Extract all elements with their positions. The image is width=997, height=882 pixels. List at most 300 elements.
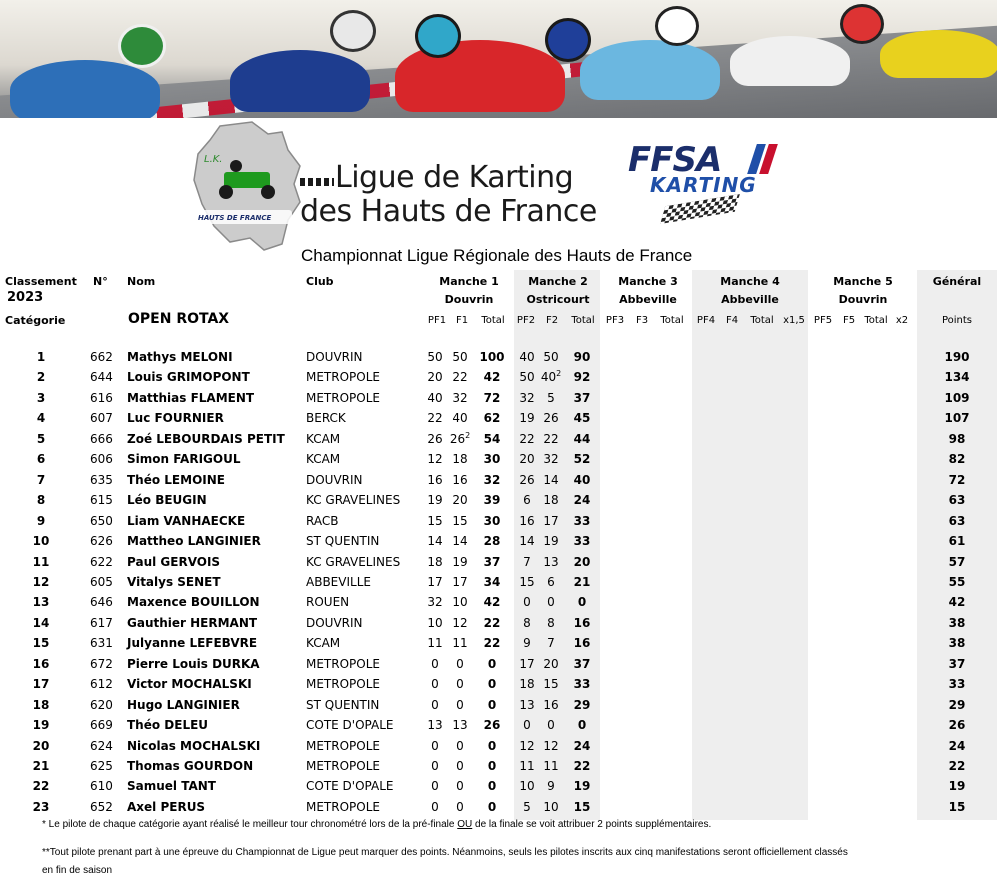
row-pf2 [523,635,531,651]
row-pf1-value: 0 [431,697,439,712]
col-total4: Total [750,315,774,326]
row-pf1 [427,492,442,508]
row-total2 [574,799,591,815]
row-driver-name [127,410,224,426]
karting-logo-text: KARTING [650,173,757,197]
banner-kart [10,60,160,118]
logo-dash-lines [300,178,334,186]
table-row [0,492,997,512]
row-pf1-value: 0 [431,677,439,692]
row-general-points [949,615,966,631]
row-f1-value: 50 [452,350,468,364]
row-f2-value: 17 [543,513,559,528]
row-pf2 [519,472,534,488]
row-kart-number-value: 610 [90,779,113,794]
row-general-points [949,717,966,733]
row-rank-value: 12 [32,574,50,589]
row-kart-number-value: 617 [90,615,113,630]
row-club-value: METROPOLE [306,390,380,405]
row-total1-value: 37 [483,554,501,569]
row-f2-value: 11 [543,759,559,773]
row-club-value: METROPOLE [306,656,380,671]
row-total2-value: 29 [573,697,591,712]
row-total2 [574,758,591,774]
footnote-eligibility-line2: en fin de saison [42,865,113,876]
row-f2 [543,554,558,570]
row-f2-value: 14 [543,472,559,487]
row-total1-value: 42 [483,595,501,610]
row-kart-number-value: 620 [90,697,113,712]
row-total2-value: 90 [573,350,591,364]
row-driver-name [127,533,261,549]
row-rank-value: 5 [36,431,46,446]
row-club-value: KCAM [306,452,341,467]
row-f1-value: 20 [452,493,468,508]
row-driver-name-value: Paul GERVOIS [127,554,221,569]
row-club [306,410,346,426]
row-pf2 [523,594,531,610]
row-pf2 [519,369,534,385]
row-pf2 [523,717,531,733]
row-total1-value: 72 [483,390,501,405]
row-kart-number-value: 650 [90,513,113,528]
row-club-value: RACB [306,513,339,528]
manche4-venue: Abbeville [721,293,779,306]
row-kart-number [90,758,113,774]
row-rank-value: 7 [36,472,46,487]
row-general-points-value: 29 [948,697,966,712]
row-total2-value: 92 [573,370,591,385]
row-general-points [949,554,966,570]
row-total1 [488,738,496,754]
row-total2-value: 22 [573,759,591,773]
row-kart-number-value: 631 [90,636,113,651]
row-f2 [547,574,555,590]
row-general-points [949,492,966,508]
row-rank-value: 1 [36,350,46,364]
row-driver-name [127,615,257,631]
row-rank-value: 2 [36,370,46,385]
row-kart-number [90,451,113,467]
row-pf1-value: 0 [431,656,439,671]
row-pf1 [427,390,442,406]
row-f1 [456,778,464,794]
row-pf2 [523,615,531,631]
row-driver-name-value: Louis GRIMOPONT [127,370,250,385]
row-driver-name-value: Thomas GOURDON [127,759,254,773]
col-pf2: PF2 [516,315,536,326]
table-row [0,533,997,553]
row-pf2-value: 20 [519,452,535,467]
row-pf1 [431,799,439,815]
row-total2-value: 0 [577,595,587,610]
manche4-title: Manche 4 [720,275,780,288]
manche3-title: Manche 3 [618,275,678,288]
row-f1-value: 18 [452,452,468,467]
row-f2-value: 18 [543,493,559,508]
row-f1-value: 15 [452,513,468,528]
row-total2-value: 20 [573,554,591,569]
row-f2-value: 15 [543,677,559,692]
row-rank-value: 15 [32,636,50,651]
row-f2-value: 32 [543,452,559,467]
row-driver-name-value: Matthias FLAMENT [127,390,255,405]
col-pf4: PF4 [696,315,716,326]
row-pf2-value: 6 [523,493,531,508]
row-pf1-value: 0 [431,738,439,753]
row-club [306,656,380,672]
manche3-venue: Abbeville [619,293,677,306]
row-rank-value: 3 [36,390,46,405]
row-general-points-value: 42 [948,595,966,610]
row-f1-value: 26 [449,431,466,446]
row-rank [33,717,50,733]
footnote-best-lap-part2: de la finale se voit attribuer 2 points supplémentaires. [472,819,712,830]
banner-helmet [840,4,884,44]
row-kart-number [90,635,113,651]
row-rank-value: 21 [32,759,50,773]
row-kart-number-value: 605 [90,574,113,589]
row-f1 [456,697,464,713]
row-kart-number [90,472,113,488]
row-club [306,758,380,774]
row-pf2-value: 26 [519,472,535,487]
row-f2 [547,594,555,610]
row-total1-value: 22 [483,615,501,630]
table-row [0,451,997,471]
row-pf1-value: 50 [427,350,443,364]
row-pf1 [431,676,439,692]
row-pf1-value: 14 [427,534,443,549]
ffsa-logo-text: FFSA [628,140,722,180]
row-pf2-value: 18 [519,677,535,692]
row-f1-value: 0 [456,799,464,814]
row-club [306,799,380,815]
row-general-points [949,758,966,774]
row-pf1-value: 40 [427,390,443,405]
row-f2 [543,533,558,549]
championship-subtitle: Championnat Ligue Régionale des Hauts de France [301,246,693,265]
row-club [306,492,400,508]
row-pf1 [431,758,439,774]
table-row [0,349,997,369]
row-general-points-value: 134 [944,370,970,385]
banner-helmet [415,14,461,58]
row-pf2-value: 22 [519,431,535,446]
row-club-value: BERCK [306,411,346,426]
row-kart-number-value: 666 [90,431,113,446]
row-pf2 [519,533,534,549]
row-general-points-value: 22 [948,759,966,773]
row-rank-value: 10 [32,534,50,549]
row-f1 [452,451,467,467]
row-club-value: DOUVRIN [306,615,363,630]
row-f2-value: 7 [547,636,555,651]
row-club [306,635,340,651]
row-total1-value: 0 [487,677,497,692]
row-club [306,431,340,447]
row-general-points [949,513,966,529]
row-total1 [484,574,501,590]
row-rank-value: 9 [36,513,46,528]
row-rank [33,778,50,794]
row-total1 [484,451,501,467]
row-f2 [543,676,558,692]
table-row [0,513,997,533]
row-total1-value: 30 [483,452,501,467]
row-f2-value: 20 [543,656,559,671]
row-driver-name [127,472,225,488]
row-general-points-value: 38 [948,636,966,651]
table-row [0,676,997,696]
row-general-points-value: 82 [948,452,966,467]
row-f1 [456,799,464,815]
row-driver-name-value: Axel PERUS [127,799,206,814]
row-pf1 [427,410,442,426]
row-total1 [488,656,496,672]
col-f5: F5 [842,315,856,326]
row-driver-name-value: Théo DELEU [127,718,209,733]
row-pf1-value: 13 [427,718,443,733]
banner-helmet [545,18,591,62]
row-general-points-value: 57 [948,554,966,569]
row-pf1-value: 18 [427,554,443,569]
row-club [306,390,380,406]
row-total2 [574,369,591,385]
row-general-points [949,472,966,488]
row-pf2 [519,431,534,447]
row-total2-value: 33 [573,513,591,528]
header-banner-photo [0,0,997,118]
row-pf2 [519,656,534,672]
row-pf1 [427,533,442,549]
row-total2-value: 16 [573,615,591,630]
row-pf2 [519,513,534,529]
header-year: 2023 [7,290,44,305]
row-general-points-value: 15 [948,799,966,814]
row-total1-value: 0 [487,656,497,671]
row-driver-name-value: Mathys MELONI [127,350,233,364]
row-pf2-value: 7 [523,554,531,569]
row-rank-value: 18 [32,697,50,712]
row-kart-number-value: 622 [90,554,113,569]
row-club [306,594,349,610]
row-f2-value: 0 [547,595,555,610]
row-driver-name-value: Zoé LEBOURDAIS PETIT [127,431,285,446]
row-driver-name [127,554,220,570]
row-kart-number-value: 615 [90,493,113,508]
row-club [306,676,380,692]
row-driver-name-value: Julyanne LEFEBVRE [127,636,258,651]
table-row [0,758,997,778]
banner-kart [230,50,370,112]
row-f2-value: 50 [543,350,559,364]
row-rank [33,533,50,549]
row-driver-name [127,676,252,692]
row-driver-name-value: Hugo LANGINIER [127,697,240,712]
row-kart-number [90,799,113,815]
row-total1 [484,472,501,488]
row-total1 [484,431,501,447]
row-total1 [484,390,501,406]
row-f2-value: 10 [543,799,559,814]
row-f2 [547,635,555,651]
row-pf1 [431,778,439,794]
row-kart-number-value: 652 [90,799,113,814]
row-f1-value: 0 [456,759,464,773]
row-pf1-value: 10 [427,615,443,630]
row-kart-number-value: 626 [90,534,113,549]
row-club-value: METROPOLE [306,677,380,692]
row-rank [33,635,50,651]
row-driver-name-value: Luc FOURNIER [127,411,224,426]
row-club-value: ST QUENTIN [306,534,380,549]
row-kart-number [90,390,113,406]
manche2-venue: Ostricourt [526,293,590,306]
row-driver-name-value: Vitalys SENET [127,574,221,589]
table-row [0,390,997,410]
row-total2 [578,594,586,610]
row-kart-number [90,533,113,549]
row-general-points-value: 72 [948,472,966,487]
row-pf2-value: 11 [519,759,535,773]
row-total1-value: 0 [487,779,497,794]
row-total1-value: 42 [483,370,501,385]
manche5-title: Manche 5 [833,275,893,288]
row-pf2 [523,492,531,508]
row-f1 [452,472,467,488]
row-general-points [949,431,966,447]
row-f1-value: 0 [456,677,464,692]
row-f2 [541,369,561,385]
col-pf5: PF5 [813,315,833,326]
row-driver-name [127,451,240,467]
row-pf2 [519,410,534,426]
row-general-points [949,533,966,549]
row-kart-number [90,554,113,570]
row-total1 [484,554,501,570]
row-rank [37,472,45,488]
row-driver-name [127,758,253,774]
row-total1-value: 62 [483,411,501,426]
row-pf1-value: 11 [427,636,443,651]
row-driver-name-value: Victor MOCHALSKI [127,677,252,692]
row-total1-value: 100 [479,350,505,364]
row-total1-value: 28 [483,534,501,549]
row-rank [33,656,50,672]
row-pf1 [431,697,439,713]
row-pf1-value: 12 [427,452,443,467]
row-pf2 [519,778,534,794]
row-driver-name [127,799,205,815]
row-total2-value: 33 [573,534,591,549]
row-rank-value: 23 [32,799,50,814]
row-pf1-value: 0 [431,799,439,814]
row-f1 [452,349,467,365]
row-club [306,778,393,794]
row-total1-value: 0 [487,799,497,814]
row-general-points-value: 63 [948,493,966,508]
row-pf2-value: 8 [523,615,531,630]
row-f2-value: 5 [547,390,555,405]
row-f2-value: 19 [543,534,559,549]
row-rank-value: 8 [36,493,46,508]
row-pf1 [427,472,442,488]
row-club-value: KC GRAVELINES [306,493,401,508]
row-kart-number-value: 646 [90,595,113,610]
row-driver-name-value: Léo BEUGIN [127,493,207,508]
table-row [0,554,997,574]
row-total1 [488,799,496,815]
row-kart-number-value: 669 [90,718,113,733]
manche2-title: Manche 2 [528,275,588,288]
row-driver-name-value: Samuel TANT [127,779,216,794]
header-classement: Classement [5,275,77,288]
row-f1-value: 14 [452,534,468,549]
row-f2-value: 13 [543,554,559,569]
row-f1 [452,369,467,385]
row-total1 [484,615,501,631]
banner-helmet [655,6,699,46]
banner-kart [580,40,720,100]
row-driver-name [127,390,254,406]
col-total3: Total [660,315,684,326]
row-f1 [452,533,467,549]
row-driver-name [127,778,216,794]
row-kart-number [90,574,113,590]
row-kart-number [90,656,113,672]
row-f1 [452,717,467,733]
row-kart-number [90,615,113,631]
col-x15: x1,5 [783,315,805,326]
row-general-points-value: 24 [948,738,966,753]
row-pf2-value: 9 [523,636,531,651]
row-total1 [484,533,501,549]
row-f2 [547,390,555,406]
table-row [0,799,997,819]
row-club-value: DOUVRIN [306,472,363,487]
row-general-points-value: 98 [948,431,966,446]
row-pf2 [519,676,534,692]
row-f1 [452,410,467,426]
row-pf1 [427,594,442,610]
table-row [0,574,997,594]
row-kart-number [90,717,113,733]
row-club-value: ABBEVILLE [306,574,371,589]
row-pf1-value: 16 [427,472,443,487]
row-f2 [547,717,555,733]
row-total1-value: 30 [483,513,501,528]
banner-kart [730,36,850,86]
row-total2 [574,778,591,794]
row-total2 [574,410,591,426]
row-total1 [488,778,496,794]
table-row [0,717,997,737]
table-row [0,431,997,451]
row-general-points-value: 109 [944,390,970,405]
row-total2 [578,717,586,733]
row-rank [37,390,45,406]
row-pf1 [431,656,439,672]
row-rank [33,738,50,754]
row-total1-value: 0 [487,697,497,712]
row-f2 [543,472,558,488]
row-club-value: METROPOLE [306,738,380,753]
row-total1-value: 0 [487,738,497,753]
row-club [306,615,363,631]
row-total2-value: 37 [573,656,591,671]
row-club [306,472,363,488]
